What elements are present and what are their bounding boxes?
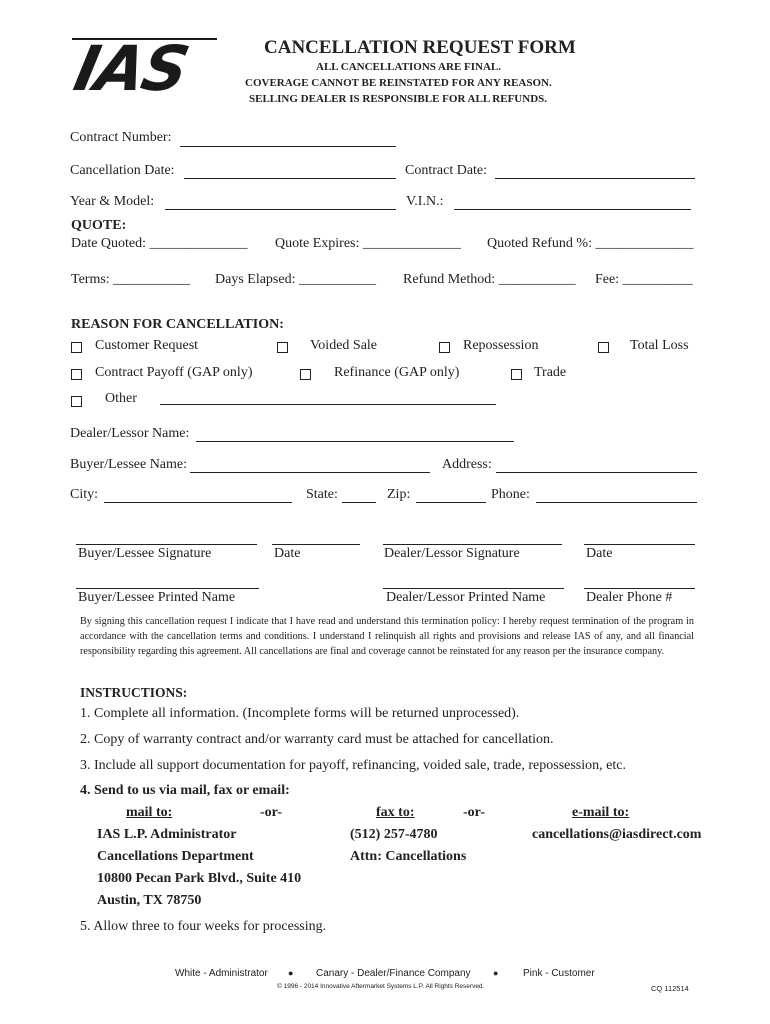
checkbox-trade[interactable] — [511, 369, 522, 380]
footer-copy-canary: Canary - Dealer/Finance Company — [316, 968, 471, 979]
footer-copy-pink: Pink - Customer — [523, 968, 595, 979]
city-label: City: — [70, 487, 99, 502]
phone-label: Phone: — [491, 487, 530, 502]
date-quoted-field[interactable]: Date Quoted: ______________ — [71, 236, 248, 251]
reason-heading: REASON FOR CANCELLATION: — [71, 317, 284, 332]
quoted-refund-field[interactable]: Quoted Refund %: ______________ — [487, 236, 694, 251]
buyer-lessee-name-label: Buyer/Lessee Name: — [70, 457, 188, 472]
checkbox-customer-request[interactable] — [71, 342, 82, 353]
label-trade: Trade — [534, 365, 567, 380]
footer-copy-white: White - Administrator — [175, 968, 268, 979]
label-other: Other — [105, 391, 137, 406]
vin-input[interactable] — [454, 209, 691, 210]
email-address[interactable]: cancellations@iasdirect.com — [532, 827, 702, 842]
instruction-1: 1. Complete all information. (Incomplete forms will be returned unprocessed). — [80, 706, 520, 721]
dealer-lessor-name-input[interactable] — [196, 441, 514, 442]
contract-number-input[interactable] — [180, 146, 396, 147]
agreement-text: By signing this cancellation request I indicate that I have read and understand this termination policy: I hereby request termination of the program in accordance with the cancellation terms and conditions. I understand I relinquish all rights and provisions and release IAS of any, and all financial responsibility regarding this agreement. All cancellations are final and coverage cannot be reinstated for any reason per the insurance company. — [80, 616, 694, 658]
or-2: -or- — [463, 805, 486, 820]
address-input[interactable] — [496, 472, 697, 473]
terms-field[interactable]: Terms: ___________ — [71, 272, 191, 287]
buyer-printed-label: Buyer/Lessee Printed Name — [78, 590, 236, 605]
buyer-printed-line[interactable] — [76, 588, 259, 589]
cancellation-date-label: Cancellation Date: — [70, 163, 175, 178]
other-input[interactable] — [160, 404, 496, 405]
refund-method-field[interactable]: Refund Method: ___________ — [403, 272, 576, 287]
fax-number: (512) 257-4780 — [350, 827, 438, 842]
zip-label: Zip: — [387, 487, 411, 502]
footer-form-code: CQ 112514 — [651, 984, 689, 993]
quote-heading: QUOTE: — [71, 218, 127, 233]
dealer-printed-label: Dealer/Lessor Printed Name — [386, 590, 546, 605]
contract-date-input[interactable] — [495, 178, 695, 179]
or-1: -or- — [260, 805, 283, 820]
dealer-phone-label: Dealer Phone # — [586, 590, 673, 605]
header-line-3: SELLING DEALER IS RESPONSIBLE FOR ALL REFUNDS. — [249, 93, 547, 105]
header-line-1: ALL CANCELLATIONS ARE FINAL. — [316, 61, 502, 73]
fax-to-label: fax to: — [376, 805, 415, 820]
buyer-lessee-name-input[interactable] — [190, 472, 430, 473]
instruction-5: 5. Allow three to four weeks for processing. — [80, 919, 327, 934]
date2-label: Date — [586, 546, 613, 561]
fee-field[interactable]: Fee: __________ — [595, 272, 693, 287]
label-voided-sale: Voided Sale — [310, 338, 378, 353]
footer-copyright: © 1996 - 2014 Innovative Aftermarket Systems L.P. All Rights Reserved. — [277, 983, 485, 990]
cancellation-date-input[interactable] — [184, 178, 396, 179]
instruction-4: 4. Send to us via mail, fax or email: — [80, 783, 290, 798]
mail-to-label: mail to: — [126, 805, 173, 820]
header-line-2: COVERAGE CANNOT BE REINSTATED FOR ANY REASON. — [245, 77, 552, 89]
year-model-label: Year & Model: — [70, 194, 155, 209]
address-label: Address: — [442, 457, 492, 472]
state-label: State: — [306, 487, 338, 502]
days-elapsed-field[interactable]: Days Elapsed: ___________ — [215, 272, 376, 287]
label-repossession: Repossession — [463, 338, 539, 353]
instruction-2: 2. Copy of warranty contract and/or warranty card must be attached for cancellation. — [80, 732, 554, 747]
year-model-input[interactable] — [165, 209, 396, 210]
mail-line-4: Austin, TX 78750 — [97, 893, 202, 908]
zip-input[interactable] — [416, 502, 486, 503]
vin-label: V.I.N.: — [406, 194, 444, 209]
mail-line-2: Cancellations Department — [97, 849, 254, 864]
dealer-signature-label: Dealer/Lessor Signature — [384, 546, 520, 561]
checkbox-contract-payoff[interactable] — [71, 369, 82, 380]
ias-logo — [68, 32, 217, 105]
footer-bullet-2: ● — [493, 968, 499, 978]
mail-line-3: 10800 Pecan Park Blvd., Suite 410 — [97, 871, 302, 886]
footer-bullet-1: ● — [288, 968, 294, 978]
checkbox-repossession[interactable] — [439, 342, 450, 353]
dealer-lessor-name-label: Dealer/Lessor Name: — [70, 426, 190, 441]
label-refinance: Refinance (GAP only) — [334, 365, 460, 380]
state-input[interactable] — [342, 502, 376, 503]
dealer-printed-line[interactable] — [383, 588, 564, 589]
city-input[interactable] — [104, 502, 292, 503]
checkbox-total-loss[interactable] — [598, 342, 609, 353]
contract-date-label: Contract Date: — [405, 163, 488, 178]
label-total-loss: Total Loss — [630, 338, 689, 353]
dealer-phone-line[interactable] — [584, 588, 695, 589]
mail-line-1: IAS L.P. Administrator — [97, 827, 237, 842]
checkbox-refinance[interactable] — [300, 369, 311, 380]
phone-input[interactable] — [536, 502, 697, 503]
date1-line[interactable] — [272, 544, 360, 545]
label-contract-payoff: Contract Payoff (GAP only) — [95, 365, 253, 380]
email-to-label: e-mail to: — [572, 805, 630, 820]
instruction-3: 3. Include all support documentation for payoff, refinancing, voided sale, trade, repossession, etc. — [80, 758, 626, 773]
dealer-signature-line[interactable] — [383, 544, 562, 545]
date1-label: Date — [274, 546, 301, 561]
fax-attn: Attn: Cancellations — [350, 849, 467, 864]
logo-text: IAS — [68, 32, 194, 105]
form-title: CANCELLATION REQUEST FORM — [264, 37, 576, 58]
buyer-signature-line[interactable] — [76, 544, 257, 545]
label-customer-request: Customer Request — [95, 338, 199, 353]
contract-number-label: Contract Number: — [70, 130, 172, 145]
checkbox-voided-sale[interactable] — [277, 342, 288, 353]
buyer-signature-label: Buyer/Lessee Signature — [78, 546, 212, 561]
date2-line[interactable] — [584, 544, 695, 545]
quote-expires-field[interactable]: Quote Expires: ______________ — [275, 236, 461, 251]
checkbox-other[interactable] — [71, 396, 82, 407]
instructions-heading: INSTRUCTIONS: — [80, 685, 188, 700]
